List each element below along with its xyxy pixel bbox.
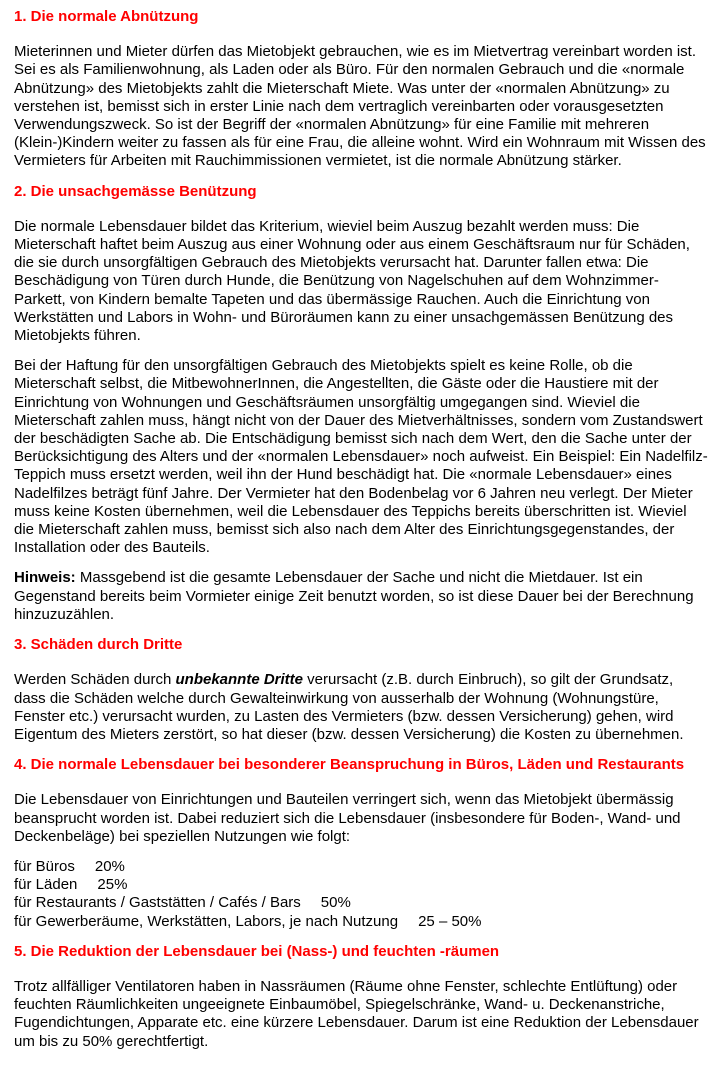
list-item-label: für Restaurants / Gaststätten / Cafés / Bars	[14, 894, 301, 912]
list-item-value: 20%	[94, 857, 125, 875]
section-2-hinweis-paragraph	[14, 569, 708, 624]
section-5-paragraph-1: Trotz allfälliger Ventilatoren haben in Nassräumen (Räume ohne Fenster, schlechte Entlüftung) oder feuchten Räumlichkeiten ungeeignete Einbaumöbel, Spiegelschränke, Wand- u. Deckenanstriche, Fugendichtungen, Apparate etc. eine kürzere Lebensdauer. Darum ist eine Reduktion der Lebensdauer um bis zu 50% gerechtfertigt.	[14, 977, 699, 1050]
section-1-paragraph-1: Mieterinnen und Mieter dürfen das Mietobjekt gebrauchen, wie es im Mietvertrag vereinbart worden ist. Sei es als Familienwohnung, als Laden oder als Büro. Für den normalen Gebrauch und die «normale Abnützung» des Mietobjekts zahlt die Mieterschaft Miete. Was unter der «normalen Abnützung» zu verstehen ist, bemisst sich in erster Linie nach dem vertraglich vereinbarten oder vorausgesetzten Verwendungszweck. So ist der Begriff der «normalen Abnützung» für eine Familie mit mehreren (Klein-)Kindern weiter zu fassen als für eine Frau, die alleine wohnt. Wird ein Wohnraum mit Wissen des Vermieters für Arbeiten mit Rauchimmissionen vermietet, ist die normale Abnützung stärker.	[14, 43, 706, 170]
section-2-paragraph-2: Bei der Haftung für den unsorgfältigen Gebrauch des Mietobjekts spielt es keine Rolle, ob die Mieterschaft selbst, die MitbewohnerInnen, die Angestellten, die Gäste oder die Haustiere mit der Einrichtung von Wohnungen und Geschäftsräumen unsorgfältig umgegangen sind. Wieviel die Mieterschaft zahlen muss, hängt nicht von der Dauer des Mietverhältnisses, sondern vom Zustandswert der beschädigten Sache ab. Die Entschädigung bemisst sich nach dem Wert, den die Sache unter der Berücksichtigung des Alters und der «normalen Lebensdauer» noch aufweist. Ein Beispiel: Ein Nadelfilz-Teppich muss ersetzt werden, weil ihn der Hund beschädigt hat. Die «normale Lebensdauer» eines Nadelfilzes beträgt fünf Jahre. Der Vermieter hat den Bodenbelag vor 6 Jahren neu verlegt. Der Mieter muss keine Kosten übernehmen, weil die Lebensdauer des Teppichs bereits überschritten ist. Wieviel die Mieterschaft zahlen muss, bemisst sich also nach dem Alter des Einrichtungsgegenstandes, der Installation oder des Bauteils.	[14, 357, 708, 557]
list-item-value: 50%	[320, 894, 351, 912]
list-item-value: 25%	[97, 876, 128, 894]
section-3-paragraph-1	[14, 671, 708, 744]
list-item-label: für Büros	[14, 857, 75, 875]
section-3-text-after: verursacht (z.B. durch Einbruch), so gilt der Grundsatz, dass die Schäden welche durch Gewalteinwirkung von ausserhalb der Wohnung (Wohnungstüre, Fenster etc.) verursacht wurden, zu Lasten des Vermieters (bzw. dessen Versicherung) gehen, wird Eigentum des Mieters zerstört, so hat dieser (bzw. dessen Versicherung) die Kosten zu übernehmen.	[14, 671, 684, 743]
reduction-list	[14, 858, 708, 931]
section-2-heading: 2. Die unsachgemässe Benützung	[14, 182, 257, 200]
section-3-heading: 3. Schäden durch Dritte	[14, 636, 183, 654]
section-1	[14, 8, 708, 171]
section-3	[14, 636, 708, 744]
section-4-heading: 4. Die normale Lebensdauer bei besonderer Beanspruchung in Büros, Läden und Restaurants	[14, 756, 685, 774]
list-item-gewerberaeume	[14, 913, 708, 931]
list-item-restaurants	[14, 894, 708, 912]
section-3-text-before: Werden Schäden durch	[14, 671, 176, 689]
list-item-bueros	[14, 858, 708, 876]
emphasis-unbekannte-dritte: unbekannte Dritte	[175, 671, 304, 689]
list-item-laeden	[14, 876, 708, 894]
hinweis-label: Hinweis:	[14, 569, 76, 587]
section-5-heading: 5. Die Reduktion der Lebensdauer bei (Nass-) und feuchten -räumen	[14, 942, 500, 960]
list-item-label: für Läden	[14, 876, 78, 894]
section-4-paragraph-1: Die Lebensdauer von Einrichtungen und Bauteilen verringert sich, wenn das Mietobjekt übermässig beansprucht worden ist. Dabei reduziert sich die Lebensdauer (insbesondere für Boden-, Wand- und Deckenbeläge) bei speziellen Nutzungen wie folgt:	[14, 791, 681, 845]
list-item-value: 25 – 50%	[418, 912, 482, 930]
list-item-label: für Gewerberäume, Werkstätten, Labors, je nach Nutzung	[14, 912, 399, 930]
hinweis-text: Massgebend ist die gesamte Lebensdauer der Sache und nicht die Mietdauer. Ist ein Gegenstand bereits beim Vormieter einige Zeit benutzt worden, so ist diese Dauer bei der Berechnung hinzuzuzählen.	[14, 569, 694, 623]
section-2	[14, 183, 708, 624]
section-4	[14, 756, 708, 931]
section-2-paragraph-1: Die normale Lebensdauer bildet das Kriterium, wieviel beim Auszug bezahlt werden muss: Die Mieterschaft haftet beim Auszug aus einer Wohnung oder aus einem Geschäftsraum nur für Schäden, die sie durch unsorgfältigen Gebrauch des Mietobjekts verursacht hat. Darunter fallen etwa: Die Beschädigung von Türen durch Hunde, die Benützung von Nagelschuhen auf dem Wohnzimmer-Parkett, von Kindern bemalte Tapeten und das übermässige Rauchen. Auch die Einrichtung von Werkstätten und Labors in Wohn- und Büroräumen kann zu einer unsachgemässen Benützung des Mietobjekts führen.	[14, 217, 690, 345]
section-1-heading: 1. Die normale Abnützung	[14, 8, 199, 25]
